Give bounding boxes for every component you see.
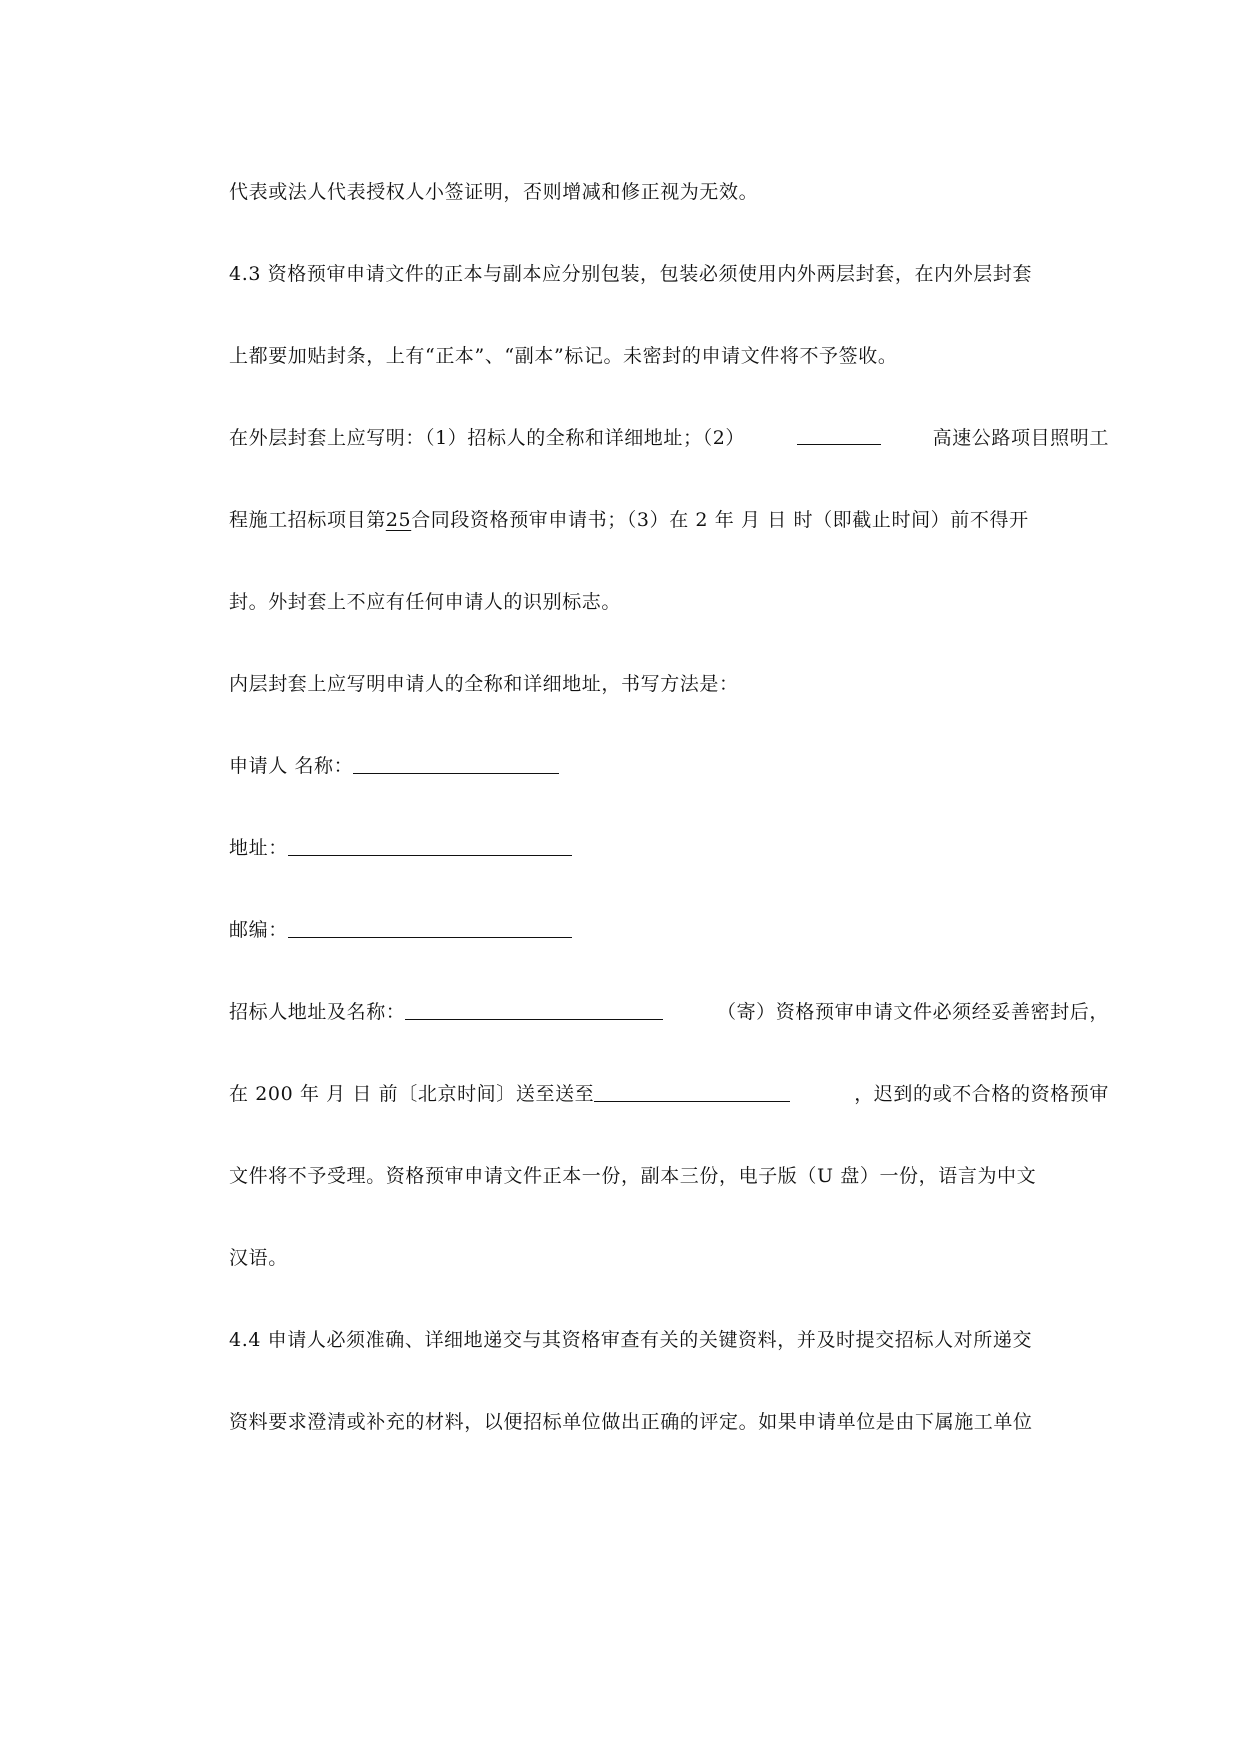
text-run: 代表或法人代表授权人小签证明，否则增减和修正视为无效。	[229, 181, 759, 203]
postcode-blank	[288, 915, 572, 938]
delivery-place-blank	[594, 1079, 790, 1102]
text-run: 封。外封套上不应有任何申请人的识别标志。	[229, 591, 622, 613]
text-run	[229, 996, 663, 1028]
section-4-3-line-1	[229, 258, 1109, 290]
text-run	[229, 504, 1029, 536]
text-run: 内层封套上应写明申请人的全称和详细地址，书写方法是：	[229, 673, 739, 695]
text-run: 高速公路项目照明工	[932, 427, 1109, 449]
postcode-row	[229, 914, 1109, 946]
text-run: 程施工招标项目第	[229, 509, 386, 531]
text-run	[229, 1078, 790, 1110]
applicant-name-row	[229, 750, 1109, 782]
address-blank	[288, 833, 572, 856]
text-run: （寄）资格预审申请文件必须经妥善密封后，	[716, 1001, 1109, 1023]
text-run: 4.3 资格预审申请文件的正本与副本应分别包装，包装必须使用内外两层封套，在内外层封套	[229, 263, 1033, 285]
tenderer-row	[229, 996, 1109, 1028]
inner-envelope-line	[229, 668, 1109, 700]
tenderer-label: 招标人地址及名称：	[229, 1001, 406, 1023]
text-run: 4.4 申请人必须准确、详细地递交与其资格审查有关的关键资料，并及时提交招标人对所递交	[229, 1329, 1033, 1351]
text-run: 合同段资格预审申请书；（3）在 2 年 月 日 时（即截止时间）前不得开	[411, 509, 1029, 531]
text-run: 在 200 年 月 日 前〔北京时间〕送至送至	[229, 1083, 595, 1105]
postcode-label: 邮编：	[229, 919, 288, 941]
section-4-4-line-1	[229, 1324, 1109, 1356]
text-run: 上都要加贴封条，上有“正本”、“副本”标记。未密封的申请文件将不予签收。	[229, 345, 898, 367]
section-4-3-line-2	[229, 340, 1109, 372]
applicant-name-label: 申请人 名称：	[229, 755, 354, 777]
copies-line-1	[229, 1160, 1109, 1192]
applicant-name-blank	[353, 751, 559, 774]
project-name-blank	[797, 422, 881, 445]
tenderer-blank	[405, 997, 663, 1020]
contract-section-number: 25	[385, 509, 412, 531]
section-4-4-line-2	[229, 1406, 1109, 1438]
outer-envelope-line-1	[229, 422, 1109, 454]
deadline-row	[229, 1078, 1109, 1110]
copies-line-2	[229, 1242, 1109, 1274]
text-run: 汉语。	[229, 1247, 288, 1269]
outer-envelope-line-2	[229, 504, 1109, 536]
text-run: 资料要求澄清或补充的材料，以便招标单位做出正确的评定。如果申请单位是由下属施工单位	[229, 1411, 1033, 1433]
paragraph-line	[229, 176, 1109, 208]
text-run: ，迟到的或不合格的资格预审	[854, 1083, 1109, 1105]
text-run: 文件将不予受理。资格预审申请文件正本一份，副本三份，电子版（U 盘）一份，语言为中文	[229, 1165, 1037, 1187]
address-row	[229, 832, 1109, 864]
outer-envelope-line-3	[229, 586, 1109, 618]
text-run: 在外层封套上应写明：（1）招标人的全称和详细地址；（2）	[229, 427, 745, 449]
address-label: 地址：	[229, 837, 288, 859]
